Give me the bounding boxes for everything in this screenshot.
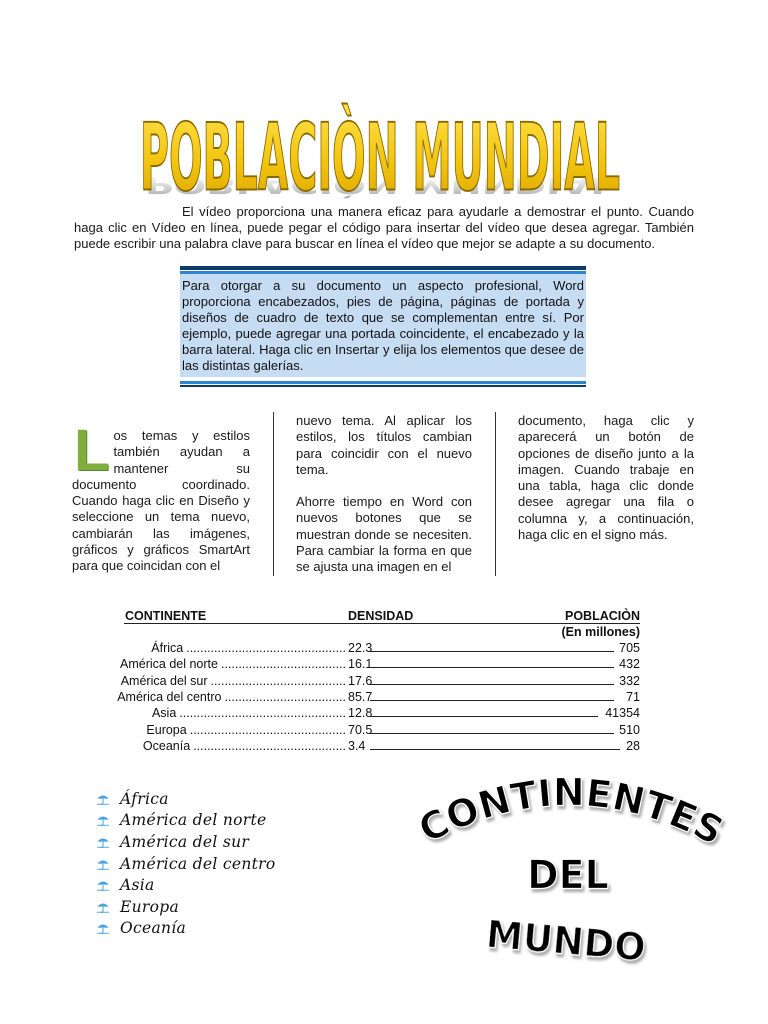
- table-row: [0, 656, 768, 672]
- population-value: 71: [626, 689, 640, 704]
- page-title: POBLACIÒN MUNDIAL: [140, 103, 621, 212]
- continent-name: América del centro: [117, 689, 222, 704]
- list-item: [96, 874, 275, 896]
- column-2-paragraph-2: Ahorre tiempo en Word con nuevos botones que se muestran donde se necesiten. Para cambiar la forma en que se ajusta una imagen en el: [296, 494, 472, 575]
- continent-name: Europa: [146, 722, 187, 737]
- column-divider-2: [495, 412, 496, 576]
- box-top-border-dark: [180, 266, 586, 270]
- list-item-label: Asia: [120, 876, 155, 895]
- density-value: 22.3: [348, 641, 373, 655]
- continent-list: [96, 788, 275, 939]
- list-item-label: Europa: [120, 897, 180, 916]
- tab-leader-rule: [370, 656, 614, 668]
- population-table: [0, 608, 768, 758]
- title-wordart: [100, 92, 753, 212]
- title-reflection: POBLACIÒN MUNDIAL: [144, 171, 753, 199]
- leader-dots: .............................................: [189, 722, 346, 737]
- umbrella-icon: [96, 879, 110, 891]
- density-value: 85.7: [348, 689, 373, 704]
- list-item: [96, 896, 275, 918]
- tab-leader-rule: [370, 689, 614, 701]
- column-2-paragraph-1: nuevo tema. Al aplicar los estilos, los títulos cambian para coincidir con el nuevo tema.: [296, 413, 472, 477]
- list-item-label: América del norte: [120, 811, 267, 830]
- box-text: Para otorgar a su documento un aspecto profesional, Word proporciona encabezados, pies de página, páginas de portada y diseños de cuadro de texto que se complementan entre sí. Por ejemplo, puede agregar una portada coincidente, el encabezado y la barra lateral. Haga clic en Insertar y elija los elementos que desee de las distintas galerías.: [180, 274, 586, 377]
- umbrella-icon: [96, 814, 110, 826]
- density-value: 16.1: [348, 657, 373, 672]
- continent-name-cell: [117, 689, 346, 705]
- leader-dots: ....................................: [220, 657, 346, 672]
- list-item: [96, 918, 275, 940]
- column-1-text: os temas y estilos también ayudan a mantener su documento coordinado. Cuando haga clic en Diseño y seleccione un tema nuevo, cambiarán las imágenes, gráficos y gráficos SmartArt para que coincidan con el: [72, 428, 250, 574]
- density-value: 17.6: [348, 673, 373, 688]
- continent-name-cell: [152, 705, 346, 721]
- density-value: 3.4: [348, 738, 366, 753]
- leader-dots: ..............................................: [186, 641, 346, 655]
- wordart-line-1: CONTINENTES: [411, 770, 731, 854]
- table-row: [0, 640, 768, 656]
- header-poblacion: POBLACIÒN: [565, 609, 640, 623]
- table-row: [0, 738, 768, 754]
- table-row: [0, 689, 768, 705]
- umbrella-icon: [96, 793, 110, 805]
- list-item-label: Oceanía: [120, 919, 187, 938]
- shaded-textbox: [180, 266, 586, 387]
- continent-name: Asia: [151, 706, 177, 721]
- header-densidad: DENSIDAD: [348, 609, 414, 623]
- list-item-label: América del centro: [120, 854, 276, 873]
- population-value: 41354: [605, 706, 640, 721]
- continent-name: África: [151, 641, 184, 655]
- column-3: [518, 413, 694, 543]
- density-value: 12.8: [348, 706, 373, 721]
- list-item: [96, 853, 275, 875]
- box-bottom-border-light: [180, 381, 586, 384]
- continent-name-cell: [120, 656, 346, 672]
- drop-cap: L: [74, 418, 110, 483]
- table-row: [0, 722, 768, 738]
- leader-dots: ................................................: [179, 706, 346, 721]
- continentes-wordart: [400, 770, 740, 990]
- umbrella-icon: [96, 922, 110, 934]
- continent-name-cell: [151, 640, 346, 656]
- list-item: [96, 810, 275, 832]
- leader-dots: ............................................: [193, 738, 346, 753]
- header-continente: CONTINENTE: [125, 609, 207, 623]
- list-item: [96, 831, 275, 853]
- umbrella-icon: [96, 858, 110, 870]
- box-bottom-border-dark: [180, 385, 586, 387]
- population-value: 510: [619, 722, 640, 737]
- population-value: 432: [619, 657, 640, 672]
- leader-dots: .......................................: [210, 673, 346, 688]
- wordart-line-3: MUNDO: [484, 912, 652, 971]
- column-2: [296, 413, 472, 576]
- continent-name-cell: [121, 673, 346, 689]
- umbrella-icon: [96, 836, 110, 848]
- list-item-label: África: [120, 789, 169, 808]
- tab-leader-rule: [370, 705, 598, 717]
- population-value: 28: [626, 738, 640, 753]
- population-value: 332: [619, 673, 640, 688]
- column-1: [72, 418, 250, 575]
- population-value: 705: [619, 641, 640, 655]
- tab-leader-rule: [370, 673, 614, 685]
- continent-name-cell: [146, 722, 346, 738]
- tab-leader-rule: [370, 738, 620, 750]
- column-3-text: documento, haga clic y aparecerá un botón de opciones de diseño junto a la imagen. Cuando trabaje en una tabla, haga clic donde desee agregar una fila o columna y, a continuación, haga clic en el signo más.: [518, 413, 694, 543]
- continent-name: Oceanía: [142, 738, 191, 753]
- tab-leader-rule: [370, 722, 614, 734]
- list-item-label: América del sur: [120, 832, 250, 851]
- intro-paragraph: El vídeo proporciona una manera eficaz para ayudarle a demostrar el punto. Cuando haga clic en Vídeo en línea, puede pegar el código para insertar del vídeo que desea agregar. También puede escribir una palabra clave para buscar en línea el vídeo que mejor se adapte a su documento.: [74, 204, 694, 251]
- table-row: [0, 705, 768, 721]
- continent-name-cell: [143, 738, 346, 754]
- leader-dots: ...................................: [224, 689, 346, 704]
- list-item: [96, 788, 275, 810]
- column-divider-1: [273, 412, 274, 576]
- wordart-line-2: DEL: [527, 852, 609, 899]
- density-value: 70.5: [348, 722, 373, 737]
- tab-leader-rule: [370, 640, 614, 652]
- continent-name: América del sur: [120, 673, 208, 688]
- continent-name: América del norte: [120, 657, 218, 672]
- header-poblacion-sub: (En millones): [561, 625, 640, 639]
- umbrella-icon: [96, 901, 110, 913]
- table-row: [0, 673, 768, 689]
